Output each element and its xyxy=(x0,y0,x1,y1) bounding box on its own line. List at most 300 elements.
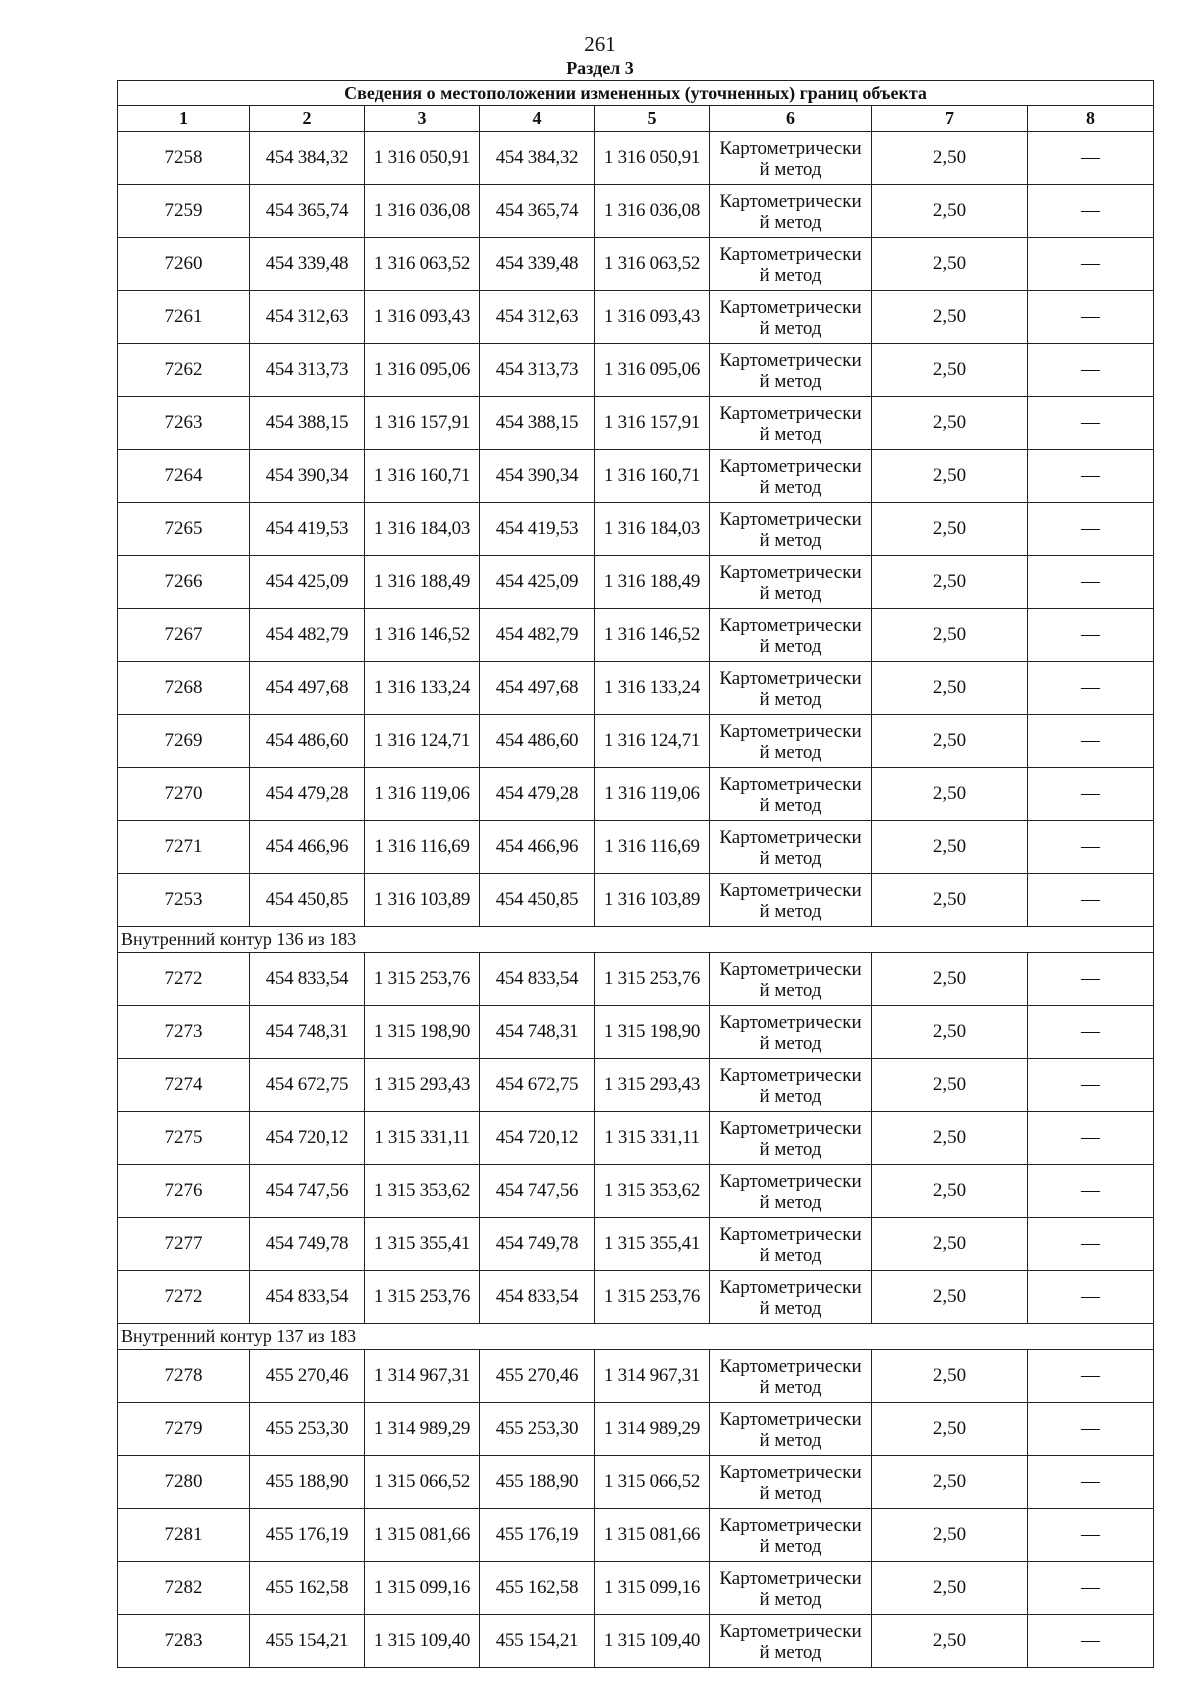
method-cell xyxy=(710,1350,872,1403)
method-text-line2: й метод xyxy=(759,901,822,922)
description-dash: — xyxy=(1028,1271,1154,1324)
description-dash: — xyxy=(1028,556,1154,609)
method-text-line1: Картометрически xyxy=(719,1462,862,1483)
x-coordinate-existing: 455 188,90 xyxy=(250,1456,365,1509)
y-coordinate-existing: 1 315 253,76 xyxy=(365,953,480,1006)
description-dash: — xyxy=(1028,132,1154,185)
column-number: 3 xyxy=(365,106,480,132)
y-coordinate-refined: 1 316 050,91 xyxy=(595,132,710,185)
point-number: 7261 xyxy=(118,291,250,344)
accuracy-value: 2,50 xyxy=(872,1562,1028,1615)
x-coordinate-existing: 454 833,54 xyxy=(250,953,365,1006)
x-coordinate-refined: 454 833,54 xyxy=(480,1271,595,1324)
method-text-line1: Картометрически xyxy=(719,1568,862,1589)
description-dash: — xyxy=(1028,291,1154,344)
method-cell xyxy=(710,1059,872,1112)
accuracy-value: 2,50 xyxy=(872,609,1028,662)
y-coordinate-existing: 1 316 124,71 xyxy=(365,715,480,768)
point-number: 7265 xyxy=(118,503,250,556)
description-dash: — xyxy=(1028,1615,1154,1668)
point-number: 7269 xyxy=(118,715,250,768)
point-number: 7283 xyxy=(118,1615,250,1668)
x-coordinate-refined: 454 748,31 xyxy=(480,1006,595,1059)
method-cell xyxy=(710,185,872,238)
method-text-line1: Картометрически xyxy=(719,244,862,265)
y-coordinate-refined: 1 315 293,43 xyxy=(595,1059,710,1112)
accuracy-value: 2,50 xyxy=(872,1165,1028,1218)
x-coordinate-existing: 455 176,19 xyxy=(250,1509,365,1562)
method-text-line2: й метод xyxy=(759,1139,822,1160)
x-coordinate-existing: 454 833,54 xyxy=(250,1271,365,1324)
method-text-line1: Картометрически xyxy=(719,1409,862,1430)
method-text-line2: й метод xyxy=(759,980,822,1001)
method-text-line2: й метод xyxy=(759,1589,822,1610)
table-row xyxy=(118,397,1154,450)
table-row xyxy=(118,132,1154,185)
y-coordinate-existing: 1 315 331,11 xyxy=(365,1112,480,1165)
x-coordinate-existing: 455 253,30 xyxy=(250,1403,365,1456)
method-text-line2: й метод xyxy=(759,1536,822,1557)
y-coordinate-existing: 1 316 119,06 xyxy=(365,768,480,821)
point-number: 7281 xyxy=(118,1509,250,1562)
description-dash: — xyxy=(1028,397,1154,450)
y-coordinate-refined: 1 316 133,24 xyxy=(595,662,710,715)
method-cell xyxy=(710,503,872,556)
description-dash: — xyxy=(1028,715,1154,768)
y-coordinate-refined: 1 315 109,40 xyxy=(595,1615,710,1668)
description-dash: — xyxy=(1028,1350,1154,1403)
y-coordinate-existing: 1 314 989,29 xyxy=(365,1403,480,1456)
y-coordinate-existing: 1 315 081,66 xyxy=(365,1509,480,1562)
description-dash: — xyxy=(1028,238,1154,291)
table-row xyxy=(118,662,1154,715)
boundary-table xyxy=(117,80,1154,1668)
x-coordinate-refined: 454 833,54 xyxy=(480,953,595,1006)
y-coordinate-existing: 1 316 116,69 xyxy=(365,821,480,874)
point-number: 7266 xyxy=(118,556,250,609)
table-row xyxy=(118,715,1154,768)
method-cell xyxy=(710,132,872,185)
point-number: 7278 xyxy=(118,1350,250,1403)
x-coordinate-refined: 454 390,34 xyxy=(480,450,595,503)
accuracy-value: 2,50 xyxy=(872,556,1028,609)
y-coordinate-refined: 1 316 146,52 xyxy=(595,609,710,662)
column-number: 1 xyxy=(118,106,250,132)
table-row xyxy=(118,1059,1154,1112)
point-number: 7263 xyxy=(118,397,250,450)
method-cell xyxy=(710,953,872,1006)
method-text-line2: й метод xyxy=(759,1377,822,1398)
method-cell xyxy=(710,238,872,291)
method-cell xyxy=(710,1509,872,1562)
x-coordinate-refined: 454 313,73 xyxy=(480,344,595,397)
x-coordinate-refined: 455 188,90 xyxy=(480,1456,595,1509)
method-text-line2: й метод xyxy=(759,477,822,498)
method-cell xyxy=(710,1615,872,1668)
y-coordinate-refined: 1 315 081,66 xyxy=(595,1509,710,1562)
point-number: 7253 xyxy=(118,874,250,927)
y-coordinate-existing: 1 315 353,62 xyxy=(365,1165,480,1218)
y-coordinate-existing: 1 315 066,52 xyxy=(365,1456,480,1509)
y-coordinate-existing: 1 316 146,52 xyxy=(365,609,480,662)
method-cell xyxy=(710,821,872,874)
x-coordinate-refined: 454 365,74 xyxy=(480,185,595,238)
method-text-line2: й метод xyxy=(759,530,822,551)
accuracy-value: 2,50 xyxy=(872,1271,1028,1324)
table-row xyxy=(118,1562,1154,1615)
table-row xyxy=(118,1112,1154,1165)
table-row xyxy=(118,1456,1154,1509)
y-coordinate-existing: 1 315 355,41 xyxy=(365,1218,480,1271)
method-cell xyxy=(710,397,872,450)
y-coordinate-refined: 1 315 198,90 xyxy=(595,1006,710,1059)
accuracy-value: 2,50 xyxy=(872,1112,1028,1165)
method-text-line1: Картометрически xyxy=(719,1356,862,1377)
description-dash: — xyxy=(1028,1456,1154,1509)
method-text-line2: й метод xyxy=(759,742,822,763)
y-coordinate-existing: 1 315 253,76 xyxy=(365,1271,480,1324)
y-coordinate-existing: 1 316 188,49 xyxy=(365,556,480,609)
method-cell xyxy=(710,768,872,821)
x-coordinate-existing: 454 486,60 xyxy=(250,715,365,768)
y-coordinate-existing: 1 316 133,24 xyxy=(365,662,480,715)
x-coordinate-refined: 454 419,53 xyxy=(480,503,595,556)
accuracy-value: 2,50 xyxy=(872,1218,1028,1271)
point-number: 7277 xyxy=(118,1218,250,1271)
method-text-line2: й метод xyxy=(759,1483,822,1504)
description-dash: — xyxy=(1028,953,1154,1006)
table-row xyxy=(118,450,1154,503)
accuracy-value: 2,50 xyxy=(872,662,1028,715)
description-dash: — xyxy=(1028,821,1154,874)
description-dash: — xyxy=(1028,662,1154,715)
method-text-line1: Картометрически xyxy=(719,1012,862,1033)
accuracy-value: 2,50 xyxy=(872,874,1028,927)
y-coordinate-existing: 1 316 184,03 xyxy=(365,503,480,556)
method-text-line2: й метод xyxy=(759,689,822,710)
y-coordinate-refined: 1 315 253,76 xyxy=(595,1271,710,1324)
method-text-line2: й метод xyxy=(759,583,822,604)
table-row xyxy=(118,1509,1154,1562)
method-text-line2: й метод xyxy=(759,424,822,445)
x-coordinate-refined: 454 497,68 xyxy=(480,662,595,715)
method-text-line2: й метод xyxy=(759,1298,822,1319)
point-number: 7270 xyxy=(118,768,250,821)
accuracy-value: 2,50 xyxy=(872,1615,1028,1668)
point-number: 7262 xyxy=(118,344,250,397)
accuracy-value: 2,50 xyxy=(872,291,1028,344)
y-coordinate-refined: 1 316 157,91 xyxy=(595,397,710,450)
accuracy-value: 2,50 xyxy=(872,503,1028,556)
accuracy-value: 2,50 xyxy=(872,397,1028,450)
y-coordinate-existing: 1 316 103,89 xyxy=(365,874,480,927)
method-cell xyxy=(710,556,872,609)
accuracy-value: 2,50 xyxy=(872,344,1028,397)
accuracy-value: 2,50 xyxy=(872,821,1028,874)
x-coordinate-existing: 454 482,79 xyxy=(250,609,365,662)
point-number: 7259 xyxy=(118,185,250,238)
description-dash: — xyxy=(1028,768,1154,821)
page-number: 261 xyxy=(584,32,616,56)
x-coordinate-existing: 454 720,12 xyxy=(250,1112,365,1165)
method-text-line1: Картометрически xyxy=(719,1224,862,1245)
x-coordinate-refined: 455 176,19 xyxy=(480,1509,595,1562)
table-row xyxy=(118,821,1154,874)
table-row xyxy=(118,185,1154,238)
method-text-line2: й метод xyxy=(759,318,822,339)
y-coordinate-existing: 1 316 050,91 xyxy=(365,132,480,185)
table-row xyxy=(118,503,1154,556)
description-dash: — xyxy=(1028,1112,1154,1165)
x-coordinate-refined: 454 466,96 xyxy=(480,821,595,874)
table-row xyxy=(118,238,1154,291)
y-coordinate-existing: 1 315 109,40 xyxy=(365,1615,480,1668)
method-text-line1: Картометрически xyxy=(719,138,862,159)
table-row xyxy=(118,768,1154,821)
method-cell xyxy=(710,1165,872,1218)
point-number: 7258 xyxy=(118,132,250,185)
x-coordinate-existing: 454 450,85 xyxy=(250,874,365,927)
x-coordinate-refined: 455 162,58 xyxy=(480,1562,595,1615)
method-text-line2: й метод xyxy=(759,795,822,816)
method-cell xyxy=(710,1218,872,1271)
method-text-line1: Картометрически xyxy=(719,297,862,318)
column-number: 5 xyxy=(595,106,710,132)
column-number: 8 xyxy=(1028,106,1154,132)
table-row xyxy=(118,1271,1154,1324)
method-text-line1: Картометрически xyxy=(719,774,862,795)
accuracy-value: 2,50 xyxy=(872,1006,1028,1059)
x-coordinate-existing: 454 390,34 xyxy=(250,450,365,503)
accuracy-value: 2,50 xyxy=(872,238,1028,291)
method-text-line1: Картометрически xyxy=(719,668,862,689)
y-coordinate-refined: 1 315 066,52 xyxy=(595,1456,710,1509)
table-caption-row xyxy=(118,81,1154,106)
accuracy-value: 2,50 xyxy=(872,768,1028,821)
x-coordinate-existing: 454 479,28 xyxy=(250,768,365,821)
method-text-line2: й метод xyxy=(759,1033,822,1054)
column-number-row xyxy=(118,106,1154,132)
contour-label: Внутренний контур 137 из 183 xyxy=(118,1324,1154,1350)
method-text-line1: Картометрически xyxy=(719,1118,862,1139)
x-coordinate-existing: 455 162,58 xyxy=(250,1562,365,1615)
y-coordinate-refined: 1 315 355,41 xyxy=(595,1218,710,1271)
method-text-line1: Картометрически xyxy=(719,403,862,424)
x-coordinate-refined: 454 720,12 xyxy=(480,1112,595,1165)
column-number: 2 xyxy=(250,106,365,132)
table-row xyxy=(118,1350,1154,1403)
table-row xyxy=(118,1006,1154,1059)
method-text-line1: Картометрически xyxy=(719,880,862,901)
method-text-line1: Картометрически xyxy=(719,615,862,636)
y-coordinate-refined: 1 316 184,03 xyxy=(595,503,710,556)
method-cell xyxy=(710,1271,872,1324)
description-dash: — xyxy=(1028,344,1154,397)
y-coordinate-refined: 1 316 160,71 xyxy=(595,450,710,503)
description-dash: — xyxy=(1028,503,1154,556)
point-number: 7273 xyxy=(118,1006,250,1059)
description-dash: — xyxy=(1028,1218,1154,1271)
x-coordinate-refined: 454 450,85 xyxy=(480,874,595,927)
x-coordinate-existing: 454 466,96 xyxy=(250,821,365,874)
table-row xyxy=(118,291,1154,344)
method-text-line1: Картометрически xyxy=(719,1621,862,1642)
x-coordinate-existing: 454 419,53 xyxy=(250,503,365,556)
method-text-line1: Картометрически xyxy=(719,1277,862,1298)
y-coordinate-refined: 1 316 124,71 xyxy=(595,715,710,768)
accuracy-value: 2,50 xyxy=(872,1059,1028,1112)
y-coordinate-existing: 1 316 093,43 xyxy=(365,291,480,344)
point-number: 7260 xyxy=(118,238,250,291)
description-dash: — xyxy=(1028,1509,1154,1562)
method-text-line1: Картометрически xyxy=(719,456,862,477)
section-title: Раздел 3 xyxy=(566,58,634,78)
method-cell xyxy=(710,1562,872,1615)
method-text-line2: й метод xyxy=(759,1086,822,1107)
method-text-line2: й метод xyxy=(759,1642,822,1663)
x-coordinate-existing: 454 312,63 xyxy=(250,291,365,344)
x-coordinate-refined: 454 479,28 xyxy=(480,768,595,821)
x-coordinate-refined: 454 312,63 xyxy=(480,291,595,344)
method-text-line2: й метод xyxy=(759,848,822,869)
method-text-line1: Картометрически xyxy=(719,1515,862,1536)
y-coordinate-existing: 1 316 063,52 xyxy=(365,238,480,291)
contour-label: Внутренний контур 136 из 183 xyxy=(118,927,1154,953)
description-dash: — xyxy=(1028,874,1154,927)
accuracy-value: 2,50 xyxy=(872,715,1028,768)
point-number: 7272 xyxy=(118,1271,250,1324)
method-text-line1: Картометрически xyxy=(719,509,862,530)
column-number: 6 xyxy=(710,106,872,132)
x-coordinate-refined: 454 482,79 xyxy=(480,609,595,662)
y-coordinate-existing: 1 314 967,31 xyxy=(365,1350,480,1403)
y-coordinate-existing: 1 316 160,71 xyxy=(365,450,480,503)
table-row xyxy=(118,1403,1154,1456)
accuracy-value: 2,50 xyxy=(872,1403,1028,1456)
table-row xyxy=(118,609,1154,662)
x-coordinate-existing: 455 154,21 xyxy=(250,1615,365,1668)
method-text-line2: й метод xyxy=(759,636,822,657)
x-coordinate-refined: 455 253,30 xyxy=(480,1403,595,1456)
method-text-line1: Картометрически xyxy=(719,827,862,848)
method-cell xyxy=(710,874,872,927)
y-coordinate-refined: 1 314 989,29 xyxy=(595,1403,710,1456)
x-coordinate-refined: 454 672,75 xyxy=(480,1059,595,1112)
description-dash: — xyxy=(1028,450,1154,503)
y-coordinate-refined: 1 315 353,62 xyxy=(595,1165,710,1218)
point-number: 7279 xyxy=(118,1403,250,1456)
point-number: 7267 xyxy=(118,609,250,662)
point-number: 7280 xyxy=(118,1456,250,1509)
point-number: 7272 xyxy=(118,953,250,1006)
table-row xyxy=(118,1615,1154,1668)
description-dash: — xyxy=(1028,1403,1154,1456)
x-coordinate-existing: 455 270,46 xyxy=(250,1350,365,1403)
description-dash: — xyxy=(1028,185,1154,238)
x-coordinate-refined: 455 270,46 xyxy=(480,1350,595,1403)
description-dash: — xyxy=(1028,609,1154,662)
point-number: 7274 xyxy=(118,1059,250,1112)
column-number: 7 xyxy=(872,106,1028,132)
point-number: 7264 xyxy=(118,450,250,503)
description-dash: — xyxy=(1028,1165,1154,1218)
method-cell xyxy=(710,715,872,768)
contour-header-row xyxy=(118,927,1154,953)
x-coordinate-existing: 454 747,56 xyxy=(250,1165,365,1218)
description-dash: — xyxy=(1028,1562,1154,1615)
y-coordinate-refined: 1 316 036,08 xyxy=(595,185,710,238)
point-number: 7271 xyxy=(118,821,250,874)
y-coordinate-refined: 1 316 119,06 xyxy=(595,768,710,821)
y-coordinate-refined: 1 316 095,06 xyxy=(595,344,710,397)
y-coordinate-refined: 1 314 967,31 xyxy=(595,1350,710,1403)
method-cell xyxy=(710,1112,872,1165)
x-coordinate-existing: 454 748,31 xyxy=(250,1006,365,1059)
method-cell xyxy=(710,1456,872,1509)
table-row xyxy=(118,953,1154,1006)
y-coordinate-existing: 1 315 099,16 xyxy=(365,1562,480,1615)
method-text-line2: й метод xyxy=(759,1245,822,1266)
method-cell xyxy=(710,344,872,397)
accuracy-value: 2,50 xyxy=(872,132,1028,185)
y-coordinate-existing: 1 316 157,91 xyxy=(365,397,480,450)
column-number: 4 xyxy=(480,106,595,132)
table-row xyxy=(118,1165,1154,1218)
x-coordinate-existing: 454 365,74 xyxy=(250,185,365,238)
x-coordinate-refined: 454 749,78 xyxy=(480,1218,595,1271)
method-text-line2: й метод xyxy=(759,371,822,392)
table-caption: Сведения о местоположении измененных (уточненных) границ объекта xyxy=(118,81,1154,106)
y-coordinate-refined: 1 315 331,11 xyxy=(595,1112,710,1165)
y-coordinate-refined: 1 316 093,43 xyxy=(595,291,710,344)
description-dash: — xyxy=(1028,1006,1154,1059)
x-coordinate-refined: 454 425,09 xyxy=(480,556,595,609)
method-text-line1: Картометрически xyxy=(719,1171,862,1192)
table-row xyxy=(118,556,1154,609)
method-text-line2: й метод xyxy=(759,159,822,180)
y-coordinate-refined: 1 315 253,76 xyxy=(595,953,710,1006)
x-coordinate-refined: 454 384,32 xyxy=(480,132,595,185)
method-cell xyxy=(710,609,872,662)
y-coordinate-refined: 1 316 116,69 xyxy=(595,821,710,874)
contour-header-row xyxy=(118,1324,1154,1350)
accuracy-value: 2,50 xyxy=(872,953,1028,1006)
method-cell xyxy=(710,662,872,715)
x-coordinate-refined: 455 154,21 xyxy=(480,1615,595,1668)
x-coordinate-existing: 454 388,15 xyxy=(250,397,365,450)
method-text-line1: Картометрически xyxy=(719,959,862,980)
point-number: 7282 xyxy=(118,1562,250,1615)
point-number: 7276 xyxy=(118,1165,250,1218)
table-row xyxy=(118,1218,1154,1271)
x-coordinate-existing: 454 384,32 xyxy=(250,132,365,185)
x-coordinate-refined: 454 747,56 xyxy=(480,1165,595,1218)
x-coordinate-existing: 454 497,68 xyxy=(250,662,365,715)
method-cell xyxy=(710,1403,872,1456)
point-number: 7275 xyxy=(118,1112,250,1165)
accuracy-value: 2,50 xyxy=(872,1509,1028,1562)
y-coordinate-refined: 1 316 103,89 xyxy=(595,874,710,927)
x-coordinate-existing: 454 672,75 xyxy=(250,1059,365,1112)
method-text-line1: Картометрически xyxy=(719,721,862,742)
x-coordinate-existing: 454 425,09 xyxy=(250,556,365,609)
method-text-line1: Картометрически xyxy=(719,350,862,371)
x-coordinate-refined: 454 339,48 xyxy=(480,238,595,291)
accuracy-value: 2,50 xyxy=(872,1350,1028,1403)
y-coordinate-existing: 1 315 198,90 xyxy=(365,1006,480,1059)
method-cell xyxy=(710,1006,872,1059)
method-text-line1: Картометрически xyxy=(719,1065,862,1086)
